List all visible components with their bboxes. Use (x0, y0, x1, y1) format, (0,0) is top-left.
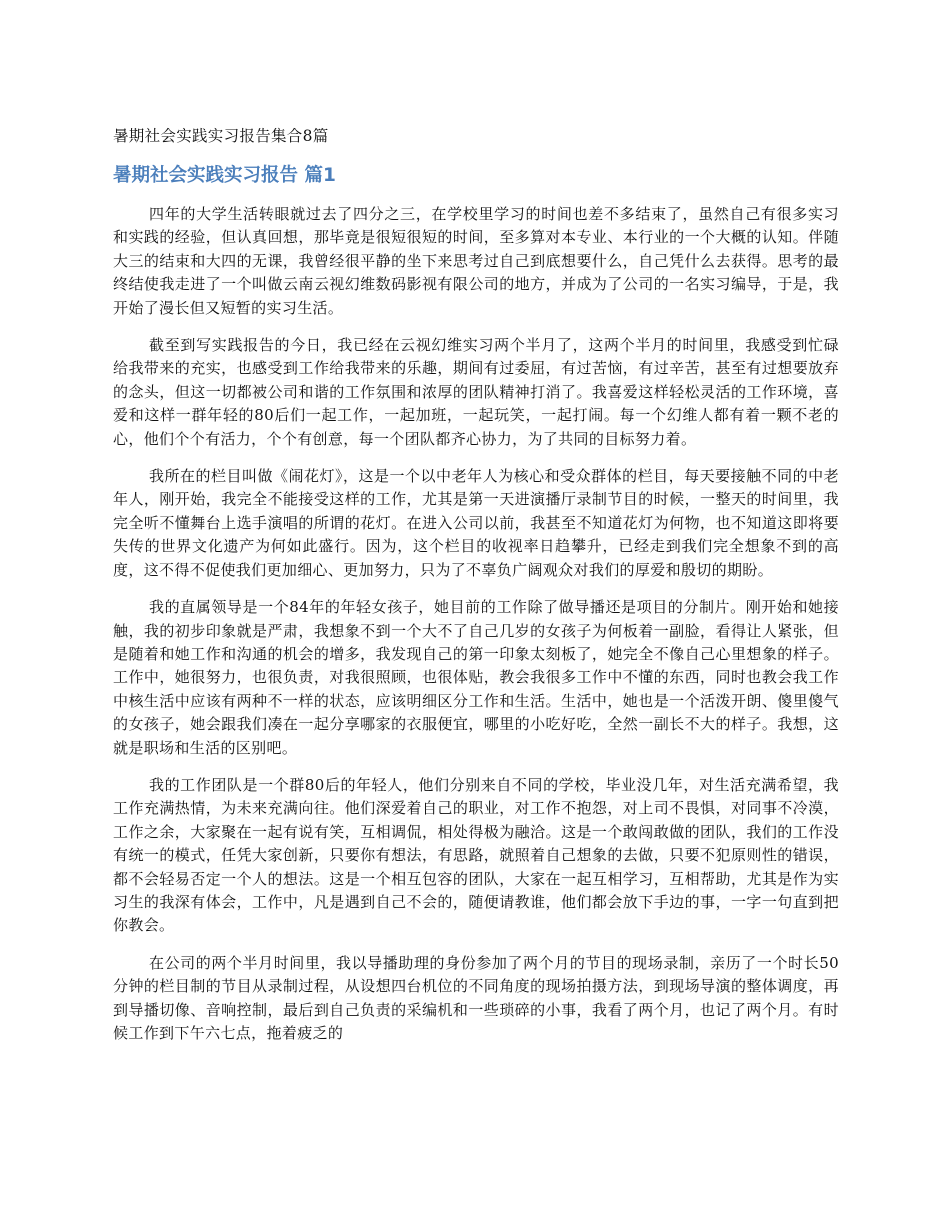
paragraph: 我的工作团队是一个群80后的年轻人，他们分别来自不同的学校，毕业没几年，对生活充满希望，我工作充满热情，为未来充满向往。他们深爱着自己的职业，对工作不抱怨，对上司不畏惧，对同事不冷漠，工作之余，大家聚在一起有说有笑，互相调侃，相处得极为融洽。这是一个敢闯敢做的团队，我们的工作没有统一的模式，任凭大家创新，只要你有想法，有思路，就照着自己想象的去做，只要不犯原则性的错误，都不会轻易否定一个人的想法。这是一个相互包容的团队，大家在一起互相学习，互相帮助，尤其是作为实习生的我深有体会，工作中，凡是遇到自己不会的，随便请教谁，他们都会放下手边的事，一字一句直到把你教会。 (113, 775, 839, 935)
paragraph: 四年的大学生活转眼就过去了四分之三，在学校里学习的时间也差不多结束了，虽然自己有很多实习和实践的经验，但认真回想，那毕竟是很短很短的时间，至多算对本专业、本行业的一个大概的认知。伴随大三的结束和大四的无课，我曾经很平静的坐下来思考过自己到底想要什么，自己凭什么去获得。思考的最终结使我走进了一个叫做云南云视幻维数码影视有限公司的地方，并成为了公司的一名实习编导，于是，我开始了漫长但又短暂的实习生活。 (113, 205, 839, 317)
paragraph: 我所在的栏目叫做《闹花灯》，这是一个以中老年人为核心和受众群体的栏目，每天要接触不同的中老年人，刚开始，我完全不能接受这样的工作，尤其是第一天进演播厅录制节目的时候，一整天的时间里，我完全听不懂舞台上选手演唱的所谓的花灯。在进入公司以前，我甚至不知道花灯为何物，也不知道这即将要失传的世界文化遗产为何如此盛行。因为，这个栏目的收视率日趋攀升，已经走到我们完全想象不到的高度，这不得不促使我们更加细心、更加努力，只为了不辜负广阔观众对我们的厚爱和殷切的期盼。 (113, 467, 839, 579)
document-title: 暑期社会实践实习报告集合8篇 (113, 127, 329, 145)
paragraph: 在公司的两个半月时间里，我以导播助理的身份参加了两个月的节目的现场录制，亲历了一个时长50分钟的栏目制的节目从录制过程，从设想四台机位的不同角度的现场拍摄方法，到现场导演的整体调度，再到导播切像、音响控制，最后到自己负责的采编机和一些琐碎的小事，我看了两个月，也记了两个月。有时候工作到下午六七点，拖着疲乏的 (113, 953, 839, 1042)
paragraph: 截至到写实践报告的今日，我已经在云视幻维实习两个半月了，这两个半月的时间里，我感受到忙碌给我带来的充实，也感受到工作给我带来的乐趣，期间有过委屈，有过苦恼，有过辛苦，甚至有过想要放弃的念头，但这一切都被公司和谐的工作氛围和浓厚的团队精神打消了。我喜爱这样轻松灵活的工作环境，喜爱和这样一群年轻的80后们一起工作，一起加班，一起玩笑，一起打闹。每一个幻维人都有着一颗不老的心，他们个个有活力，个个有创意，每一个团队都齐心协力，为了共同的目标努力着。 (113, 336, 839, 448)
section-heading: 暑期社会实践实习报告 篇1 (113, 165, 336, 186)
document-page (113, 124, 839, 1059)
paragraph: 我的直属领导是一个84年的年轻女孩子，她目前的工作除了做导播还是项目的分制片。刚开始和她接触，我的初步印象就是严肃，我想象不到一个大不了自己几岁的女孩子为何板着一副脸，看得让人紧张，但是随着和她工作和沟通的机会的增多，我发现自己的第一印象太刻板了，她完全不像自己心里想象的样子。工作中，她很努力，也很负责，对我很照顾，也很体贴，教会我很多工作中不懂的东西，同时也教会我工作中核生活中应该有两种不一样的状态，应该明细区分工作和生活。生活中，她也是一个活泼开朗、傻里傻气的女孩子，她会跟我们凑在一起分享哪家的衣服便宜，哪里的小吃好吃，全然一副长不大的样子。我想，这就是职场和生活的区别吧。 (113, 598, 839, 757)
